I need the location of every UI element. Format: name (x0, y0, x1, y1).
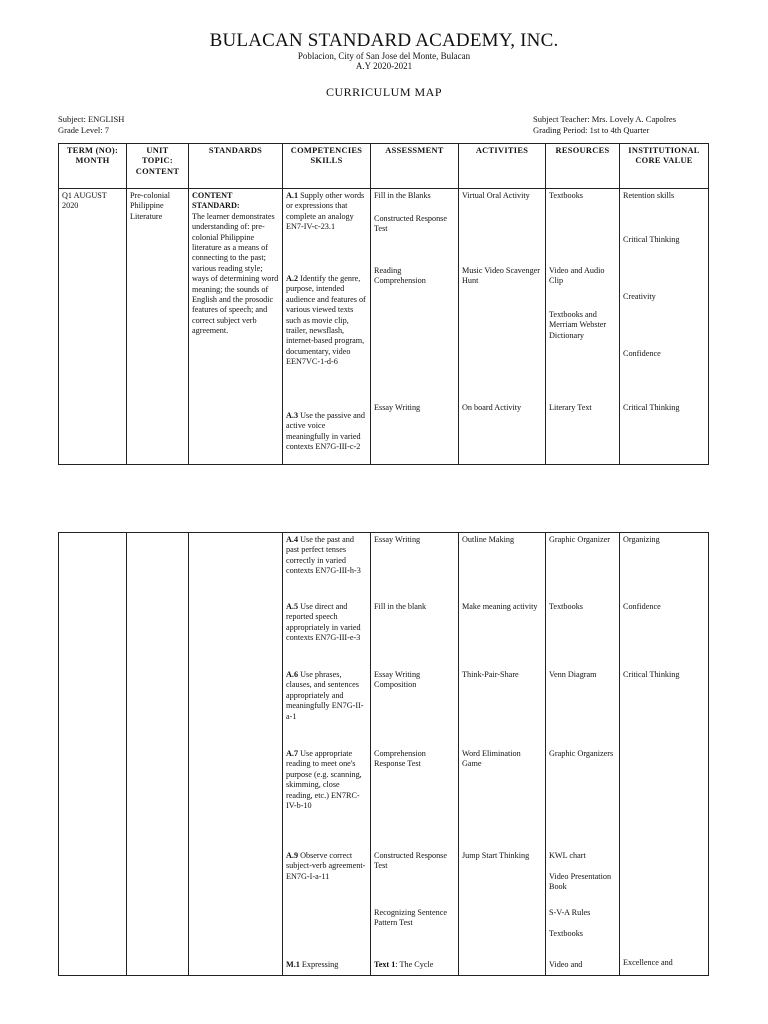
col-header-assessment: ASSESSMENT (371, 144, 459, 189)
resource-item: Textbooks (549, 602, 583, 611)
assessment-cell (371, 189, 459, 465)
core-value-item: Critical Thinking (623, 235, 680, 244)
core-value-cell (620, 533, 709, 976)
content-standard-label: CONTENT STANDARD: (192, 191, 240, 211)
resources-cell (546, 533, 620, 976)
curriculum-table-page2 (58, 532, 709, 976)
competencies-cell (283, 533, 371, 976)
core-value-item: Excellence and (623, 958, 673, 967)
activity-item: Jump Start Thinking (462, 851, 530, 860)
activity-item: Outline Making (462, 535, 515, 544)
resource-item: Video and (549, 960, 583, 969)
document-title: CURRICULUM MAP (325, 85, 443, 99)
curriculum-table-page1 (58, 143, 709, 465)
teacher-info (533, 114, 676, 136)
resource-item: Video Presentation Book (549, 872, 612, 892)
resource-item: Video and Audio Clip (549, 266, 605, 286)
table-header-row (59, 144, 709, 189)
assessment-cell (371, 533, 459, 976)
assessment-item: Essay Writing (374, 403, 421, 412)
academic-year: A.Y 2020-2021 (355, 61, 413, 71)
assessment-item: Comprehension Response Test (374, 749, 426, 769)
activity-item: Music Video Scavenger Hunt (462, 266, 541, 286)
teacher-label: Subject Teacher: Mrs. Lovely A. Capolres (533, 114, 677, 124)
unit-cell (127, 533, 189, 976)
resource-item: Textbooks (549, 191, 583, 200)
standards-cell (189, 189, 283, 465)
competency-item: A.4 Use the past and past perfect tenses correctly in varied contexts EN7G-III-h-3 (286, 535, 361, 576)
assessment-item: Essay Writing Composition (374, 670, 421, 690)
core-value-item: Confidence (623, 349, 661, 358)
core-value-item: Creativity (623, 292, 656, 301)
activity-item: Word Elimination Game (462, 749, 521, 769)
grade-label: Grade Level: 7 (58, 125, 109, 135)
core-value-cell (620, 189, 709, 465)
core-value-item: Confidence (623, 602, 661, 611)
period-label: Grading Period: 1st to 4th Quarter (533, 125, 650, 135)
assessment-item: Recognizing Sentence Pattern Test (374, 908, 447, 928)
resource-item: Venn Diagram (549, 670, 597, 679)
core-value-item: Critical Thinking (623, 670, 680, 679)
subject-info (58, 114, 124, 136)
competency-item: M.1 Expressing (286, 960, 339, 969)
resource-item: Textbooks (549, 929, 583, 938)
col-header-resources: RESOURCES (546, 144, 620, 189)
core-value-item: Organizing (623, 535, 660, 544)
subject-label: Subject: ENGLISH (58, 114, 125, 124)
assessment-item: Fill in the Blanks (374, 191, 431, 200)
resource-item: Literary Text (549, 403, 592, 412)
resource-item: KWL chart (549, 851, 586, 860)
resources-cell (546, 189, 620, 465)
competency-item: A.3 Use the passive and active voice meaningfully in varied contexts EN7G-III-c-2 (286, 411, 365, 452)
assessment-item: Fill in the blank (374, 602, 427, 611)
activity-item: Think-Pair-Share (462, 670, 519, 679)
resource-item: Graphic Organizers (549, 749, 614, 758)
activities-cell (459, 533, 546, 976)
competencies-cell (283, 189, 371, 465)
competency-item: A.5 Use direct and reported speech appropriately in varied contexts EN7G-III-e-3 (286, 602, 361, 643)
resource-item: S-V-A Rules (549, 908, 591, 917)
resource-item: Graphic Organizer (549, 535, 610, 544)
activities-cell (459, 189, 546, 465)
table-row (59, 533, 709, 976)
core-value-item: Retention skills (623, 191, 675, 200)
resource-item: Textbooks and Merriam Webster Dictionary (549, 310, 607, 340)
col-header-term: TERM (NO): MONTH (59, 144, 127, 189)
standards-cell (189, 533, 283, 976)
school-address: Poblacion, City of San Jose del Monte, Bulacan (297, 51, 471, 61)
unit-cell: Pre-colonial Philippine Literature (127, 189, 189, 465)
content-standard-text: The learner demonstrates understanding of: pre-colonial Philippine literature as a means of connecting to the past; various reading style; ways of determining word meaning; the sounds of English and the prosodic features of speech; and correct subject verb agreement. (192, 211, 279, 336)
school-name: BULACAN STANDARD ACADEMY, INC. (209, 30, 559, 51)
col-header-standards: STANDARDS (189, 144, 283, 189)
competency-item: A.9 Observe correct subject-verb agreement- EN7G-I-a-11 (286, 851, 366, 881)
activity-item: Virtual Oral Activity (462, 191, 530, 200)
table-row (59, 189, 709, 465)
col-header-competencies: COMPETENCIES SKILLS (283, 144, 371, 189)
assessment-item: Text 1: The Cycle (374, 960, 434, 969)
assessment-item: Constructed Response Test (374, 851, 447, 871)
term-cell: Q1 AUGUST 2020 (59, 189, 127, 465)
competency-item: A.1 Supply other words or expressions that complete an analogy EN7-IV-c-23.1 (286, 191, 365, 232)
core-value-item: Critical Thinking (623, 403, 680, 412)
assessment-item: Constructed Response Test (374, 214, 447, 234)
competency-item: A.2 Identify the genre, purpose, intended audience and features of various viewed texts such as movie clip, trailer, newsflash, internet-based program, documentary, video EEN7VC-1-d-6 (286, 274, 366, 367)
col-header-unit: UNIT TOPIC: CONTENT (127, 144, 189, 189)
activity-item: Make meaning activity (462, 602, 538, 611)
assessment-item: Reading Comprehension (374, 266, 426, 286)
competency-item: A.6 Use phrases, clauses, and sentences appropriately and meaningfully EN7G-II-a-1 (286, 670, 364, 721)
col-header-core-value: INSTITUTIONAL CORE VALUE (620, 144, 709, 189)
col-header-activities: ACTIVITIES (459, 144, 546, 189)
activity-item: On board Activity (462, 403, 522, 412)
competency-item: A.7 Use appropriate reading to meet one's purpose (e.g. scanning, skimming, close reading, etc.) EN7RC-IV-b-10 (286, 749, 362, 811)
term-cell (59, 533, 127, 976)
assessment-item: Essay Writing (374, 535, 421, 544)
